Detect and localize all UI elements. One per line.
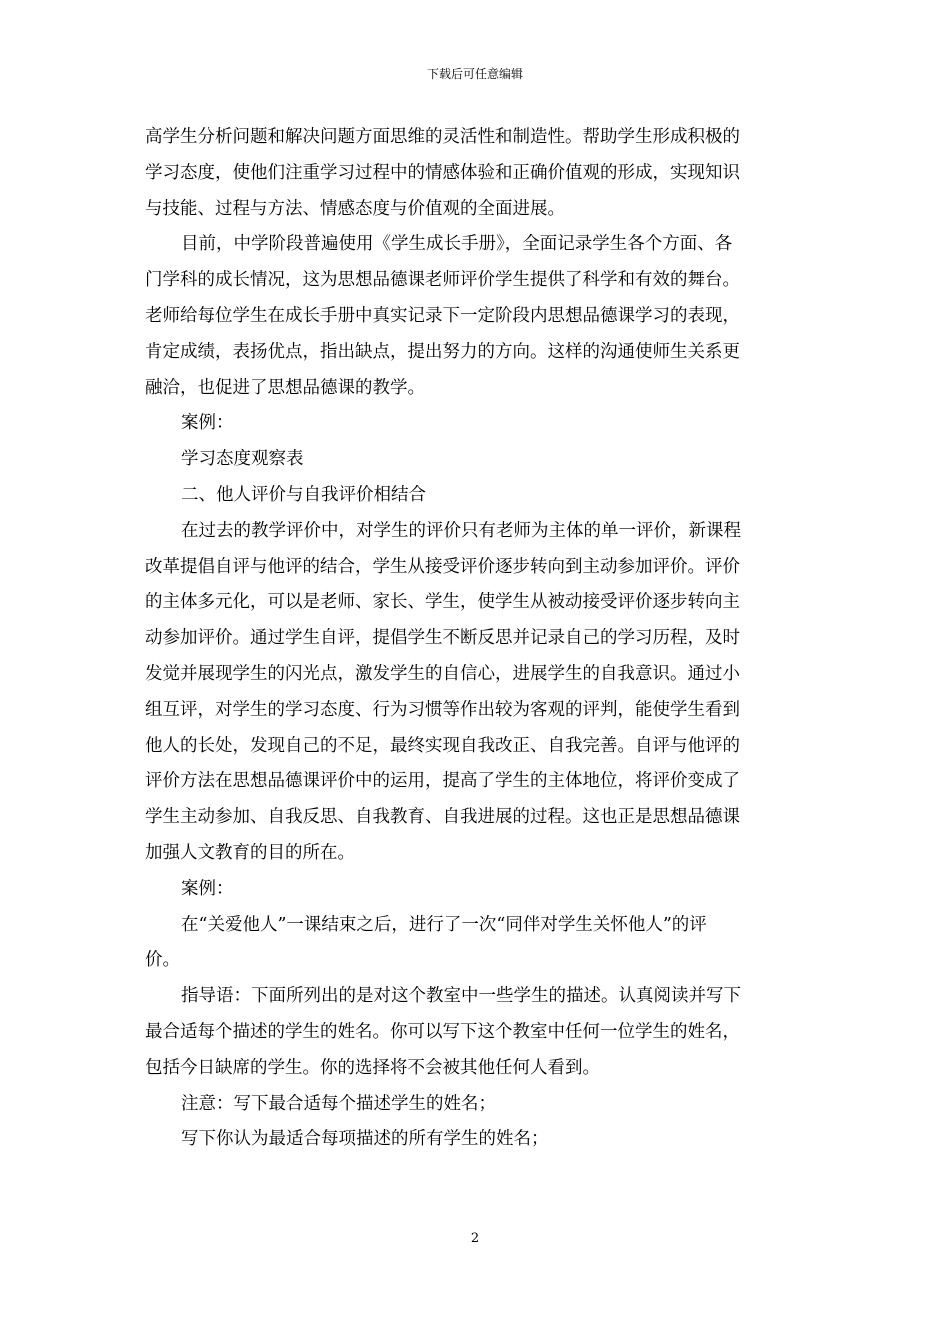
text-line: 加强人文教育的目的所在。 [145,842,355,863]
text-line: 指导语：下面所列出的是对这个教室中一些学生的描述。认真阅读并写下 [181,986,741,1007]
text-line: 发觉并展现学生的闪光点，激发学生的自信心，进展学生的自我意识。通过小 [145,663,740,684]
text-line: 案例： [181,413,234,434]
text-line: 最合适每个描述的学生的姓名。你可以写下这个教室中任何一位学生的姓名， [145,1021,740,1042]
text-line: 包括今日缺席的学生。你的选择将不会被其他任何人看到。 [145,1057,600,1078]
text-line: 在过去的教学评价中，对学生的评价只有老师为主体的单一评价，新课程 [181,520,741,541]
text-line: 学生主动参加、自我反思、自我教育、自我进展的过程。这也正是思想品德课 [145,807,740,828]
text-line: 肯定成绩，表扬优点，指出缺点，提出努力的方向。这样的沟通使师生关系更 [145,341,740,362]
text-line: 目前，中学阶段普遍使用《学生成长手册》，全面记录学生各个方面、各 [181,234,733,255]
text-line: 与技能、过程与方法、情感态度与价值观的全面进展。 [145,198,565,219]
text-line: 门学科的成长情况，这为思想品德课老师评价学生提供了科学和有效的舞台。 [145,270,740,291]
text-line: 融洽，也促进了思想品德课的教学。 [145,377,425,398]
text-line: 价。 [145,950,180,971]
text-line: 老师给每位学生在成长手册中真实记录下一定阶段内思想品德课学习的表现， [145,305,740,326]
text-line: 组互评，对学生的学习态度、行为习惯等作出较为客观的评判，能使学生看到 [145,699,740,720]
text-line: 写下你认为最适合每项描述的所有学生的姓名； [181,1129,549,1150]
text-line: 注意：写下最合适每个描述学生的姓名； [181,1093,496,1114]
text-line: 评价方法在思想品德课评价中的运用，提高了学生的主体地位，将评价变成了 [145,771,740,792]
text-line: 的主体多元化，可以是老师、家长、学生，使学生从被动接受评价逐步转向主 [145,592,740,613]
page-header: 下载后可任意编辑 [426,67,523,81]
text-line: 他人的长处，发现自己的不足，最终实现自我改正、自我完善。自评与他评的 [145,735,740,756]
text-line: 改革提倡自评与他评的结合，学生从接受评价逐步转向到主动参加评价。评价 [145,556,740,577]
text-line: 学习态度，使他们注重学习过程中的情感体验和正确价值观的形成，实现知识 [145,162,740,183]
page-number: 2 [470,1231,480,1246]
text-line: 高学生分析问题和解决问题方面思维的灵活性和制造性。帮助学生形成积极的 [145,127,740,147]
text-line: 动参加评价。通过学生自评，提倡学生不断反思并记录自己的学习历程，及时 [145,628,740,649]
text-line: 案例： [181,878,234,899]
text-line: 学习态度观察表 [181,449,304,470]
text-line: 在“关爱他人”一课结束之后，进行了一次“同伴对学生关怀他人”的评 [181,914,707,935]
text-line: 二、他人评价与自我评价相结合 [181,484,426,505]
document-body [145,120,807,1158]
